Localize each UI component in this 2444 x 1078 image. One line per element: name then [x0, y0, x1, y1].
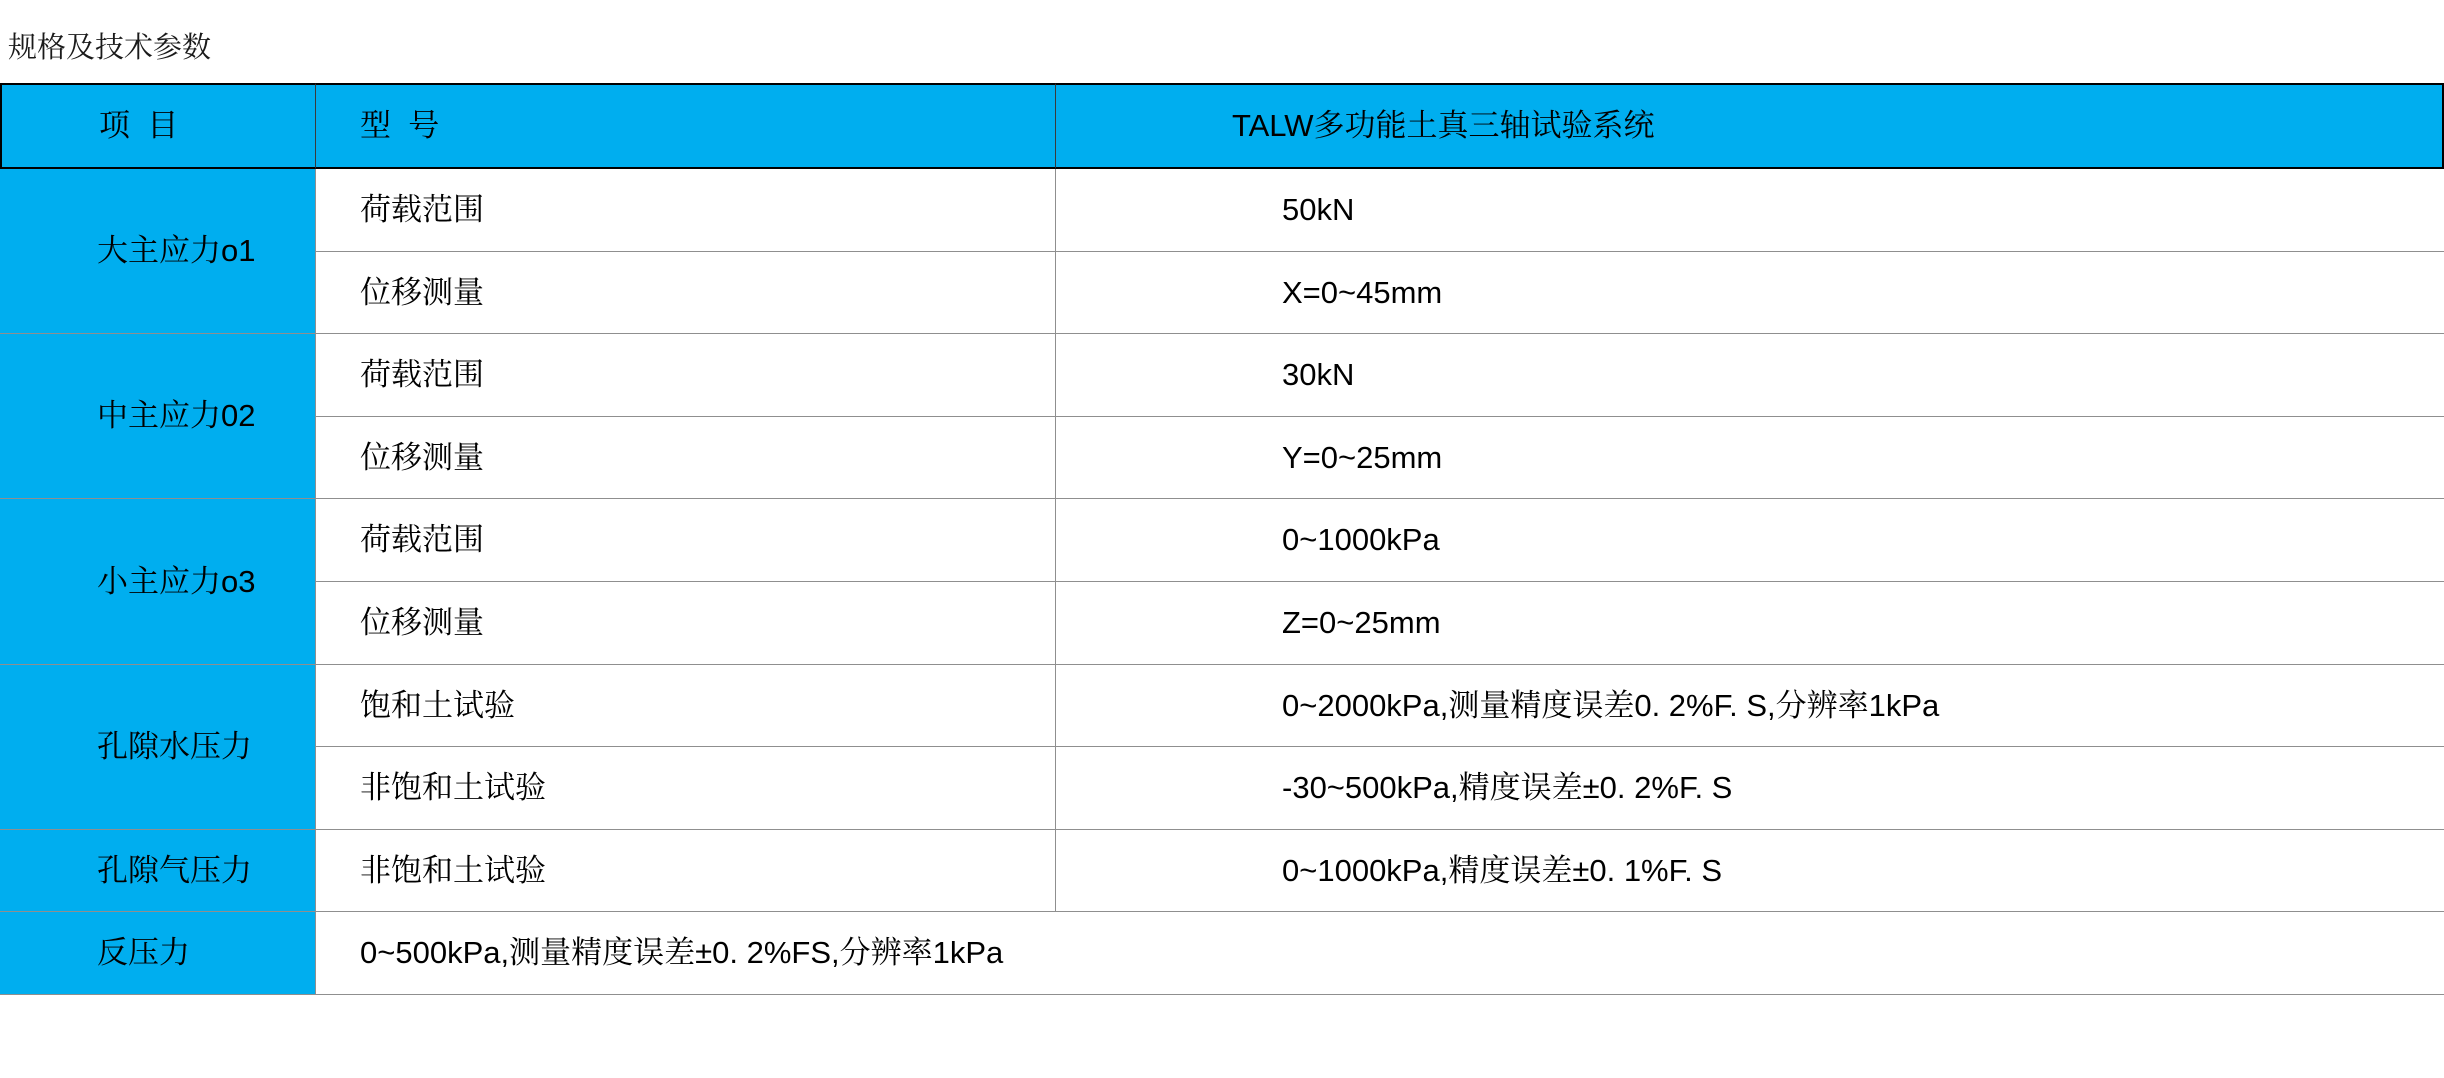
param-cell: 荷载范围: [316, 499, 1056, 582]
group-label-major-principal-stress: 大主应力o1: [0, 169, 316, 334]
value-cell: -30~500kPa,精度误差±0. 2%F. S: [1056, 747, 2444, 830]
group-label-pore-air-pressure: 孔隙气压力: [0, 830, 316, 913]
param-cell: 非饱和土试验: [316, 747, 1056, 830]
merged-value-cell: 0~500kPa,测量精度误差±0. 2%FS,分辨率1kPa: [316, 912, 2444, 995]
value-cell: 50kN: [1056, 169, 2444, 252]
value-cell: 0~2000kPa,测量精度误差0. 2%F. S,分辨率1kPa: [1056, 665, 2444, 748]
param-cell: 饱和土试验: [316, 665, 1056, 748]
spec-table: [0, 83, 2444, 995]
param-cell: 荷载范围: [316, 169, 1056, 252]
value-cell: X=0~45mm: [1056, 252, 2444, 335]
group-label-intermediate-principal-stress: 中主应力02: [0, 334, 316, 499]
param-cell: 荷载范围: [316, 334, 1056, 417]
header-item-cell: 项 目: [0, 83, 316, 169]
group-label-back-pressure: 反压力: [0, 912, 316, 995]
header-model-cell: 型 号: [316, 83, 1056, 169]
value-cell: 0~1000kPa,精度误差±0. 1%F. S: [1056, 830, 2444, 913]
header-system-cell: TALW多功能土真三轴试验系统: [1056, 83, 2444, 169]
value-cell: 30kN: [1056, 334, 2444, 417]
param-cell: 非饱和土试验: [316, 830, 1056, 913]
group-label-minor-principal-stress: 小主应力o3: [0, 499, 316, 664]
param-cell: 位移测量: [316, 252, 1056, 335]
param-cell: 位移测量: [316, 417, 1056, 500]
value-cell: 0~1000kPa: [1056, 499, 2444, 582]
value-cell: Y=0~25mm: [1056, 417, 2444, 500]
value-cell: Z=0~25mm: [1056, 582, 2444, 665]
page-title: 规格及技术参数: [8, 30, 212, 64]
param-cell: 位移测量: [316, 582, 1056, 665]
group-label-pore-water-pressure: 孔隙水压力: [0, 665, 316, 830]
